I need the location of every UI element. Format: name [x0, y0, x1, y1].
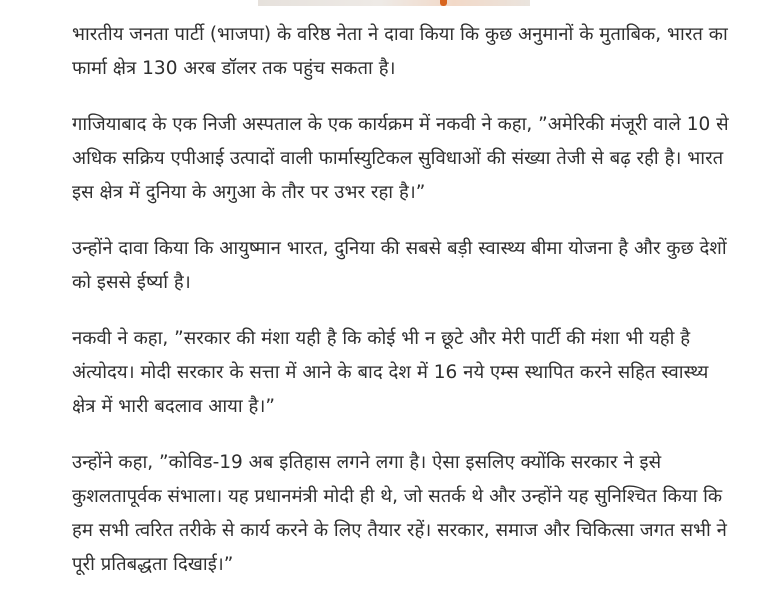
article-paragraph-4: नकवी ने कहा, ”सरकार की मंशा यही है कि कोई भी न छूटे और मेरी पार्टी की मंशा भी यही है अंत्योदय। मोदी सरकार के सत्ता में आने के बाद देश में 16 नये एम्स स्थापित करने सहित स्वास्थ्य क्षेत्र में भारी बदलाव आया है।” [72, 328, 709, 417]
article-paragraph-1: भारतीय जनता पार्टी (भाजपा) के वरिष्ठ नेता ने दावा किया कि कुछ अनुमानों के मुताबिक, भारत का फार्मा क्षेत्र 130 अरब डॉलर तक पहुंच सकता है। [72, 24, 728, 79]
article-body [72, 0, 734, 582]
article-paragraph-3: उन्होंने दावा किया कि आयुष्मान भारत, दुनिया की सबसे बड़ी स्वास्थ्य बीमा योजना है और कुछ देशों को इससे ईर्ष्या है। [72, 238, 727, 293]
article-paragraph-5: उन्होंने कहा, ”कोविड-19 अब इतिहास लगने लगा है। ऐसा इसलिए क्योंकि सरकार ने इसे कुशलतापूर्वक संभाला। यह प्रधानमंत्री मोदी ही थे, जो सतर्क थे और उन्होंने यह सुनिश्चित किया कि हम सभी त्वरित तरीके से कार्य करने के लिए तैयार रहें। सरकार, समाज और चिकित्सा जगत सभी ने पूरी प्रतिबद्धता दिखाई।” [72, 452, 727, 575]
article-paragraph-2: गाजियाबाद के एक निजी अस्पताल के एक कार्यक्रम में नकवी ने कहा, ”अमेरिकी मंजूरी वाले 10 से अधिक सक्रिय एपीआई उत्पादों वाली फार्मास्युटिकल सुविधाओं की संख्या तेजी से बढ़ रही है। भारत इस क्षेत्र में दुनिया के अगुआ के तौर पर उभर रहा है।” [72, 114, 729, 203]
image-accent-mark [440, 0, 447, 6]
article-image-bottom-edge [258, 0, 530, 6]
